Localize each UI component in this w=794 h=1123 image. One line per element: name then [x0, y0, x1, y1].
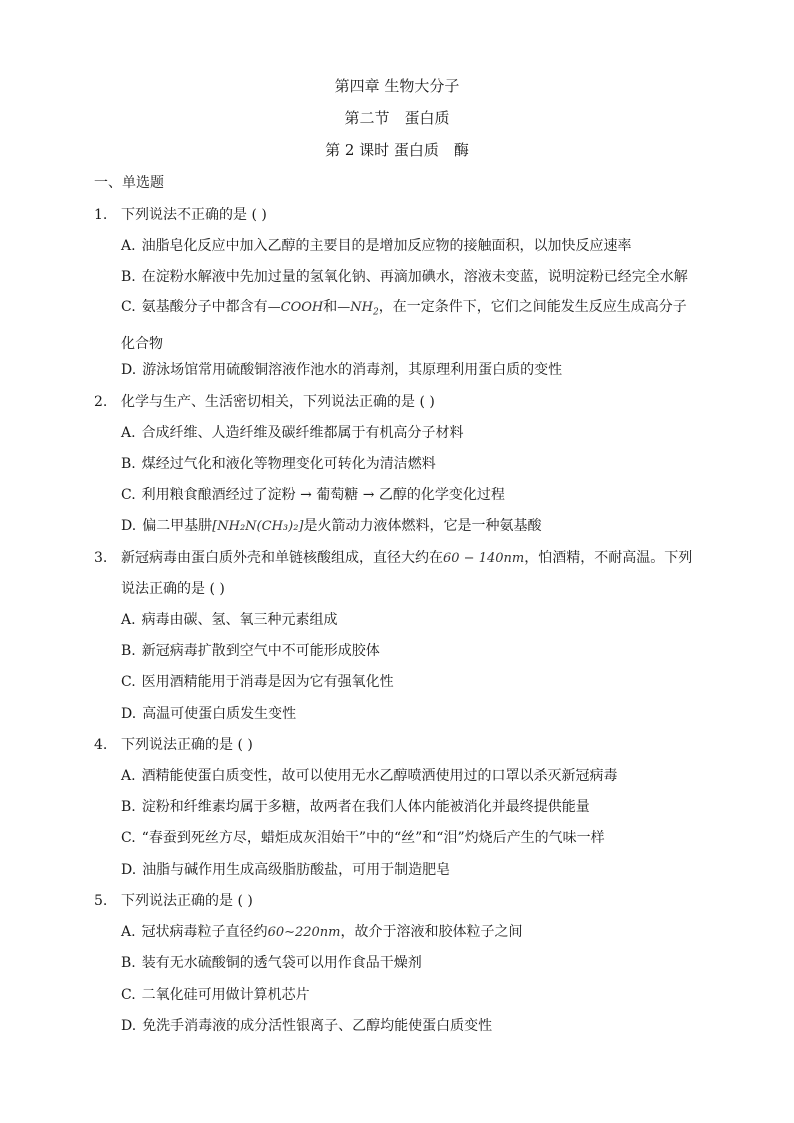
option-text: 二氧化硅可用做计算机芯片	[141, 987, 310, 1003]
formula: 60 − 140nm	[443, 551, 525, 566]
option-text: 合成纤维、人造纤维及碳纤维都属于有机高分子材料	[141, 425, 464, 441]
option-text: 利用粮食酿酒经过了淀粉 → 葡萄糖 → 乙醇的化学变化过程	[141, 487, 505, 503]
question-stem: 新冠病毒由蛋白质外壳和单链核酸组成，直径大约在60 − 140nm，怕酒精，不耐高温。下列说法正确的是 ( )	[121, 550, 693, 597]
option-text: 油脂与碱作用生成高级脂肪酸盐，可用于制造肥皂	[142, 862, 451, 878]
option-label: D.	[121, 862, 137, 878]
option-label: C.	[121, 674, 136, 690]
option-label: A.	[121, 924, 136, 940]
option-a	[121, 236, 632, 256]
option-label: C.	[121, 830, 136, 846]
option-label: D.	[121, 1018, 137, 1034]
question-number: 1.	[94, 207, 108, 223]
option-text: “春蚕到死丝方尽，蜡炬成灰泪始干”中的“丝”和“泪”灼烧后产生的气味一样	[141, 830, 605, 846]
option-text: 酒精能使蛋白质变性，故可以使用无水乙醇喷洒使用过的口罩以杀灭新冠病毒	[141, 768, 618, 784]
question-number: 3.	[94, 550, 108, 566]
option-label: C.	[121, 299, 136, 315]
option-c	[121, 292, 696, 360]
question-number: 5.	[94, 893, 108, 909]
option-text: ，在一定条件下，它们之间能发生反应生成高分子化合物	[121, 299, 687, 352]
option-text: 在淀粉水解液中先加过量的氢氧化钠、再滴加碘水，溶液未变蓝，说明淀粉已经完全水解	[141, 269, 688, 285]
chapter-title: 第四章 生物大分子	[334, 77, 460, 95]
option-text: 淀粉和纤维素均属于多糖，故两者在我们人体内能被消化并最终提供能量	[141, 799, 590, 815]
option-text: 是火箭动力液体燃料，它是一种氨基酸	[303, 518, 542, 534]
option-text: 和	[323, 299, 338, 315]
option-d	[121, 1016, 492, 1036]
option-text: 油脂皂化反应中加入乙醇的主要目的是增加反应物的接触面积，以加快反应速率	[141, 238, 632, 254]
option-label: B.	[121, 643, 136, 659]
option-text: 游泳场馆常用硫酸铜溶液作池水的消毒剂，其原理利用蛋白质的变性	[142, 362, 563, 378]
option-a	[121, 610, 338, 630]
option-label: B.	[121, 799, 136, 815]
question-number: 4.	[94, 737, 108, 753]
option-d	[121, 360, 562, 380]
option-d	[121, 704, 296, 724]
option-text: 医用酒精能用于消毒是因为它有强氧化性	[141, 674, 394, 690]
option-c	[121, 828, 605, 848]
option-text: 高温可使蛋白质发生变性	[142, 706, 297, 722]
option-text: 冠状病毒粒子直径约	[141, 924, 268, 940]
option-label: B.	[121, 456, 136, 472]
section-title: 第二节 蛋白质	[344, 109, 450, 127]
question-stem: 下列说法正确的是 ( )	[121, 737, 253, 753]
question-number: 2.	[94, 394, 108, 410]
option-text: 氨基酸分子中都含有	[141, 299, 268, 315]
option-b	[121, 797, 590, 817]
option-text: 免洗手消毒液的成分活性银离子、乙醇均能使蛋白质变性	[142, 1018, 493, 1034]
option-text: 煤经过气化和液化等物理变化可转化为清洁燃料	[141, 456, 436, 472]
part-title: 一、单选题	[94, 175, 164, 191]
option-label: D.	[121, 362, 137, 378]
option-label: D.	[121, 706, 137, 722]
option-b	[121, 953, 422, 973]
formula: 60∼220nm	[267, 925, 341, 940]
option-b	[121, 641, 380, 661]
question-stem: 化学与生产、生活密切相关，下列说法正确的是 ( )	[121, 394, 435, 410]
option-a	[121, 922, 523, 943]
option-a	[121, 766, 618, 786]
option-text: 偏二甲基肼	[142, 518, 213, 534]
option-label: B.	[121, 269, 136, 285]
option-text: 病毒由碳、氢、氧三种元素组成	[141, 612, 338, 628]
question-stem: 下列说法正确的是 ( )	[121, 893, 253, 909]
option-label: A.	[121, 768, 136, 784]
option-text: ，故介于溶液和胶体粒子之间	[340, 924, 523, 940]
formula: —COOH	[267, 300, 324, 315]
option-label: C.	[121, 987, 136, 1003]
option-c	[121, 485, 505, 505]
option-label: B.	[121, 955, 136, 971]
option-label: A.	[121, 612, 136, 628]
option-b	[121, 267, 688, 287]
option-text: 新冠病毒扩散到空气中不可能形成胶体	[141, 643, 380, 659]
option-text: 装有无水硫酸铜的透气袋可以用作食品干燥剂	[141, 955, 422, 971]
lesson-title: 第 2 课时 蛋白质 酶	[325, 141, 469, 159]
formula: $—NH_2$	[337, 300, 379, 318]
option-b	[121, 454, 436, 474]
option-a	[121, 423, 464, 443]
option-label: A.	[121, 238, 136, 254]
option-d	[121, 860, 450, 880]
option-c	[121, 672, 394, 692]
option-c	[121, 985, 310, 1005]
option-label: C.	[121, 487, 136, 503]
question-stem: 下列说法不正确的是 ( )	[121, 207, 267, 223]
option-label: D.	[121, 518, 137, 534]
option-d	[121, 516, 541, 537]
formula: [NH₂N(CH₃)₂]	[212, 519, 304, 534]
option-label: A.	[121, 425, 136, 441]
